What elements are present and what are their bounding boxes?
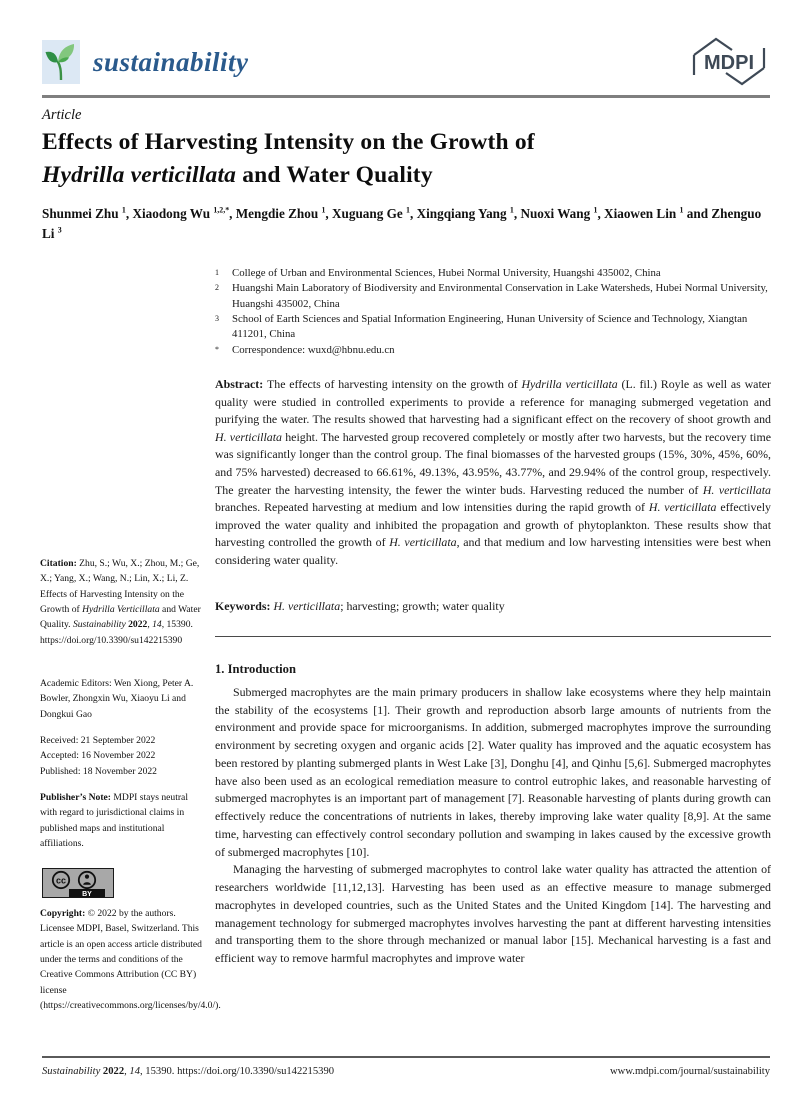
header-divider bbox=[42, 95, 770, 98]
affiliation-item bbox=[215, 281, 771, 312]
page-title bbox=[42, 126, 722, 193]
svg-text:MDPI: MDPI bbox=[704, 52, 754, 74]
article-type-label: Article bbox=[42, 107, 82, 123]
journal-name: sustainability bbox=[93, 46, 249, 77]
affiliation-text: School of Earth Sciences and Spatial Information Engineering, Hunan University of Science and Technology, Xiangtan 411201, China bbox=[232, 312, 748, 341]
affiliation-item bbox=[215, 266, 771, 281]
footer-divider bbox=[42, 1056, 770, 1058]
by-label: BY bbox=[82, 890, 92, 898]
accepted-date: Accepted: 16 November 2022 bbox=[40, 750, 156, 762]
received-date: Received: 21 September 2022 bbox=[40, 735, 156, 746]
mdpi-logo-icon[interactable] bbox=[688, 35, 770, 89]
introduction-body bbox=[215, 684, 771, 968]
affiliation-text: Huangshi Main Laboratory of Biodiversity and Environmental Conservation in Lake Watersheds, Hubei Normal University, Huangshi 435002, China bbox=[232, 282, 768, 310]
page-footer bbox=[42, 1066, 770, 1077]
abstract-paragraph: Abstract: The effects of harvesting intensity on the growth of Hydrilla verticillata (L. fil.) Royle as well as water quality were studied in controlled experiments to provide a reference for managing submerged vegetation and purifying the water. The results showed that harvesting had a significant effect on the recovery of shoot growth and H. verticillata height. The harvested group recovered completely or mostly after two harvests, but the recovery time was significantly longer than the control group. The final biomasses of the harvested groups (15%, 30%, 45%, 60%, and 75% harvested) decreased to 66.61%, 49.13%, 43.95%, 43.77%, and 29.94% of the control group, respectively. The greater the harvesting intensity, the fewer the winter buds. Harvesting reduced the number of H. verticillata branches. Repeated harvesting at medium and low intensities during the rapid growth of H. verticillata effectively improved the water quality and inhibited the propagation and growth of phytoplankton. These results show that harvesting controlled the growth of H. verticillata, and that medium and low harvesting intensities were best when considering water quality. bbox=[215, 377, 771, 568]
svg-text:cc: cc bbox=[55, 875, 67, 886]
footer-journal-url[interactable]: www.mdpi.com/journal/sustainability bbox=[610, 1066, 770, 1077]
article-dates bbox=[40, 733, 202, 779]
academic-editors: Academic Editors: Wen Xiong, Peter A. Bowler, Zhongxin Wu, Xiaoyu Li and Dongkui Gao bbox=[40, 678, 194, 720]
keywords-line: Keywords: H. verticillata; harvesting; growth; water quality bbox=[215, 599, 505, 613]
sustainability-seedling-icon bbox=[42, 40, 80, 84]
journal-brand bbox=[42, 40, 249, 84]
publishers-note: Publisher’s Note: MDPI stays neutral with regard to jurisdictional claims in published maps and institutional affiliations. bbox=[40, 792, 188, 850]
citation-block[interactable]: Citation: Zhu, S.; Wu, X.; Zhou, M.; Ge, X.; Yang, X.; Wang, N.; Lin, X.; Li, Z. Effects of Harvesting Intensity on the Growth of Hydrilla Verticillata and Water Quality. Sustainability 2022, 14, 15390. https://doi.org/10.3390/su142215390 bbox=[40, 558, 201, 646]
affiliation-marker: 2 bbox=[215, 283, 219, 293]
correspondence-item bbox=[215, 343, 771, 358]
affiliation-marker: 1 bbox=[215, 268, 219, 277]
section-heading-introduction: 1. Introduction bbox=[215, 662, 296, 676]
copyright-block: Copyright: © 2022 by the authors. Licensee MDPI, Basel, Switzerland. This article is an open access article distributed under the terms and conditions of the Creative Commons Attribution (CC BY) license (https://creativecommons.org/licenses/by/4.0/). bbox=[40, 908, 221, 1012]
page-header bbox=[42, 34, 770, 90]
title-line2: Hydrilla verticillata and Water Quality bbox=[42, 162, 433, 189]
intro-paragraph-1: Submerged macrophytes are the main primary producers in shallow lake ecosystems where they help maintain the stability of the ecosystems [1]. Their growth and reproduction absorb large amounts of nutrients from the environment and provide space for microorganisms. In addition, submerged macrophytes improve the surrounding environment by secreting oxygen and organic acids [2]. Water quality has improved and the aquatic ecosystem has been restored by planting submerged plants in West Lake [3], Donghu [4], and Qinhu [5,6]. Submerged macrophytes have also been used as an ecological remediation measure to control eutrophic lakes, and reasonable harvesting of submerged macrophytes is an important part of management [7]. Reasonable harvesting of plants during growth can effectively reduce the concentrations of nutrients in lakes, thereby improving lake water quality [8,9]. At the same time, harvesting can effectively control secondary pollution and swamping in lakes caused by the excessive growth of submerged macrophytes [10]. bbox=[215, 685, 771, 859]
correspondence-email[interactable]: Correspondence: wuxd@hbnu.edu.cn bbox=[232, 343, 395, 356]
affiliation-item bbox=[215, 312, 771, 343]
cc-by-license-badge[interactable] bbox=[42, 868, 114, 898]
published-date: Published: 18 November 2022 bbox=[40, 765, 157, 777]
intro-paragraph-2: Managing the harvesting of submerged macrophytes to control lake water quality has attracted the attention of researchers worldwide [11,12,13]. Harvesting has been used as an effective measure to manage submerged macrophytes in developed countries, such as the United States and the United Kingdom [14]. The harvesting and management technology for submerged macrophytes involves harvesting the pant at different harvesting intensities and transporting them to the shore through mechanized or manual labor [15]. Mechanical harvesting is a fast and efficient way to remove harmful macrophytes and improve water bbox=[215, 862, 771, 966]
title-line1: Effects of Harvesting Intensity on the Growth of bbox=[42, 129, 535, 155]
affiliations bbox=[215, 266, 771, 358]
footer-citation[interactable]: Sustainability 2022, 14, 15390. https://doi.org/10.3390/su142215390 bbox=[42, 1066, 335, 1077]
author-list: Shunmei Zhu $^1$, Xiaodong Wu $^{1,2,*}$, Mengdie Zhou $^1$, Xuguang Ge $^1$, Xingqiang Yang $^1$, Nuoxi Wang $^1$, Xiaowen Lin $^1$ and Zhenguo Li $^3$ bbox=[42, 205, 762, 242]
keywords-divider bbox=[215, 636, 771, 637]
affiliation-text: College of Urban and Environmental Sciences, Hubei Normal University, Huangshi 435002, China bbox=[232, 267, 661, 279]
correspondence-marker: * bbox=[215, 344, 219, 354]
affiliation-marker: 3 bbox=[215, 313, 219, 323]
